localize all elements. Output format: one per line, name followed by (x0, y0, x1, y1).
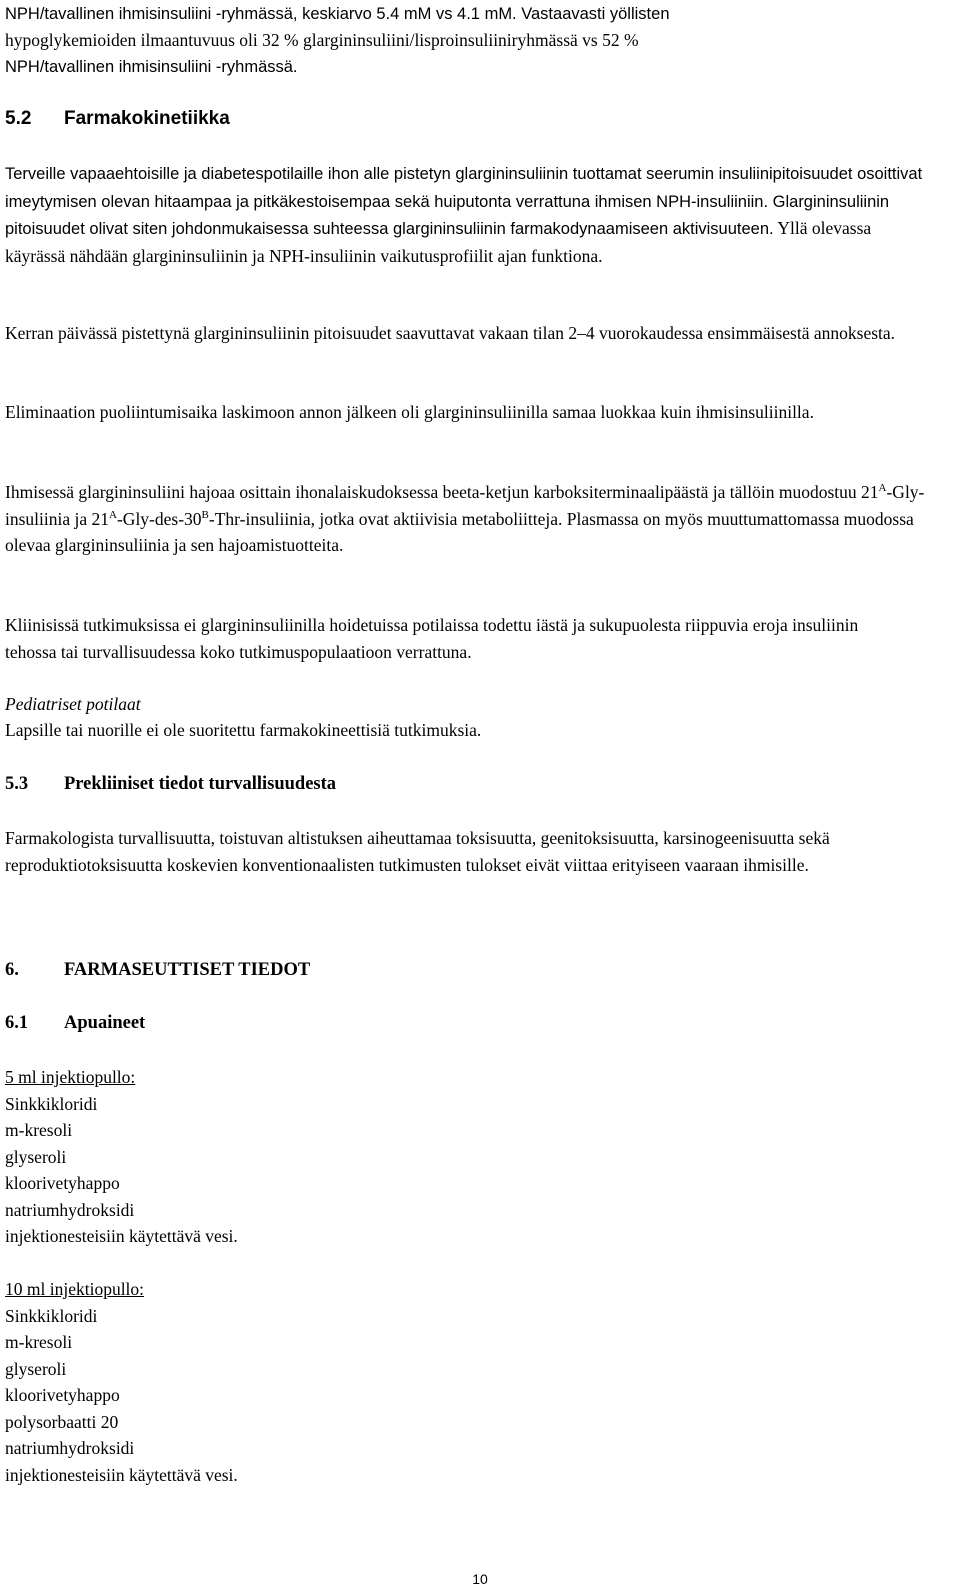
section-6-heading (5, 957, 310, 984)
paragraph-4-part-b: -Gly-insuliinia ja 21 (5, 482, 925, 529)
list-item: injektionesteisiin käytettävä vesi. (5, 1226, 238, 1246)
paragraph-4-part-c: -Gly-des-30 (116, 508, 202, 529)
vial-10ml-list (5, 1276, 238, 1488)
superscript-a2: A (109, 508, 117, 521)
paragraph-4-part-d: -Thr-insuliinia, jotka ovat aktiivisia metaboliitteja. Plasmassa on myös muuttumattomassa muodossa olevaa glargininsuliinia ja sen hajoamistuotteita. (5, 508, 914, 555)
list-item: kloorivetyhappo (5, 1385, 120, 1405)
vial-5ml-heading: 5 ml injektiopullo: (5, 1067, 136, 1087)
section-5-3-text: Farmakologista turvallisuutta, toistuvan altistuksen aiheuttamaa toksisuutta, geenitoksisuutta, karsinogeenisuutta sekä reproduktiotoksisuutta koskevien konventionaalisten tutkimusten tulokset eivät viittaa erityiseen vaaraan ihmisille. (5, 828, 830, 875)
section-5-2-number: 5.2 (5, 108, 32, 129)
list-item: natriumhydroksidi (5, 1199, 135, 1220)
section-5-3-heading (5, 771, 336, 798)
list-item: m-kresoli (5, 1120, 73, 1140)
vial-5ml-list (5, 1064, 238, 1250)
superscript-a1: A (878, 482, 887, 495)
section-5-3-number: 5.3 (5, 774, 29, 794)
section-5-2-title: Farmakokinetiikka (64, 108, 230, 129)
section-6-1-title: Apuaineet (64, 1013, 146, 1033)
section-6-1-heading (5, 1010, 145, 1037)
list-item: Sinkkikloridi (5, 1093, 98, 1114)
list-item: kloorivetyhappo (5, 1173, 120, 1193)
list-item: m-kresoli (5, 1332, 73, 1352)
list-item: polysorbaatti 20 (5, 1411, 119, 1432)
section-5-2-paragraph-5: Kliinisissä tutkimuksissa ei glargininsuliinilla hoidetuissa potilaissa todettu iästä ja sukupuolesta riippuvia eroja insuliinin tehossa tai turvallisuudessa koko tutkimuspopulaatioon verrattuna. (5, 615, 859, 662)
intro-line-2: hypoglykemioiden ilmaantuvuus oli 32 % glargininsuliini/lisproinsuliiniryhmässä vs 52 % (5, 30, 639, 50)
list-item: natriumhydroksidi (5, 1438, 135, 1458)
section-5-2-paragraph-1 (5, 160, 935, 269)
paragraph-1-serif-text: Yllä olevassa käyrässä nähdään glargininsuliinin ja NPH-insuliinin vaikutusprofiilit ajan funktiona. (5, 218, 872, 266)
section-6-title: FARMASEUTTISET TIEDOT (64, 960, 311, 980)
list-item: injektionesteisiin käytettävä vesi. (5, 1464, 238, 1485)
pediatric-text: Lapsille tai nuorille ei ole suoritettu farmakokineettisiä tutkimuksia. (5, 720, 482, 740)
vial-10ml-heading: 10 ml injektiopullo: (5, 1279, 145, 1299)
list-item: glyseroli (5, 1146, 67, 1167)
page-number: 10 (472, 1571, 488, 1587)
list-item: Sinkkikloridi (5, 1305, 98, 1326)
pediatric-heading: Pediatriset potilaat (5, 694, 141, 714)
section-5-2-heading (5, 106, 230, 133)
paragraph-1-sans-text: Terveille vapaaehtoisille ja diabetespotilaille ihon alle pistetyn glargininsuliinin tuottamat seerumin insuliinipitoisuudet osoittivat imeytymisen olevan hitaampaa ja pitkäkestoisempaa sekä huiputonta verrattuna ihmisen NPH-insuliiniin. Glargininsuliinin pitoisuudet olivat siten johdonmukaisessa suhteessa glargininsuliinin farmakodynaamiseen aktivisuuteen. (5, 165, 923, 238)
section-5-3-title: Prekliiniset tiedot turvallisuudesta (64, 774, 337, 794)
section-6-number: 6. (5, 960, 19, 980)
section-6-1-number: 6.1 (5, 1013, 29, 1033)
intro-line-3: NPH/tavallinen ihmisinsuliini -ryhmässä. (5, 58, 298, 76)
section-5-2-paragraph-3: Eliminaation puoliintumisaika laskimoon annon jälkeen oli glargininsuliinilla samaa luokkaa kuin ihmisinsuliinilla. (5, 402, 814, 422)
intro-line-1: NPH/tavallinen ihmisinsuliini -ryhmässä, keskiarvo 5.4 mM vs 4.1 mM. Vastaavasti yöllisten (5, 5, 670, 23)
section-5-2-paragraph-4 (5, 479, 940, 559)
superscript-b: B (201, 508, 209, 521)
section-5-2-paragraph-2: Kerran päivässä pistettynä glargininsuliinin pitoisuudet saavuttavat vakaan tilan 2–4 vuorokaudessa ensimmäisestä annoksesta. (5, 323, 896, 343)
list-item: glyseroli (5, 1358, 67, 1379)
paragraph-4-part-a: Ihmisessä glargininsuliini hajoaa osittain ihonalaiskudoksessa beeta-ketjun karboksiterminaalipäästä ja tällöin muodostuu 21 (5, 482, 879, 502)
